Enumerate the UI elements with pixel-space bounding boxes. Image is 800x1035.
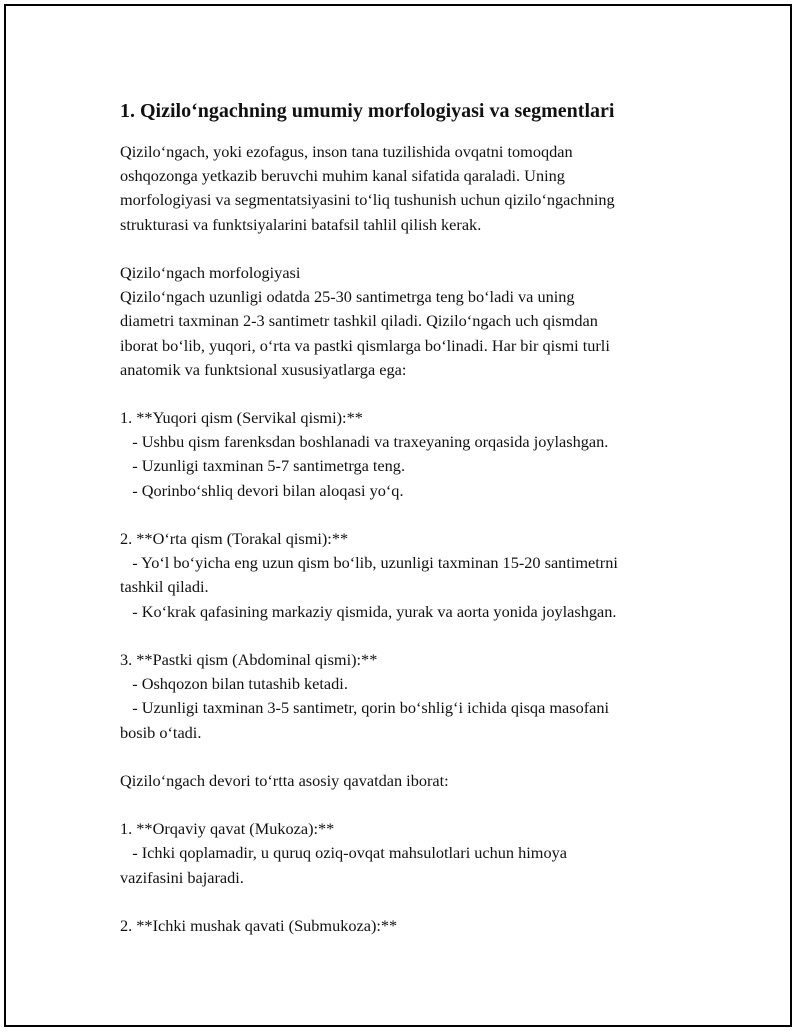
list-item: 2. **Ichki mushak qavati (Submukoza):** [120,916,398,935]
section-heading: 1. Qizilo‘ngachning umumiy morfologiyasi va segmentlari [120,100,615,122]
list-item: 1. **Orqaviy qavat (Mukoza):** [120,819,335,839]
text-lines [120,140,710,938]
blank-line [120,745,710,769]
blank-line [120,624,710,648]
list-item: 2. **O‘rta qism (Torakal qismi):** [120,529,349,548]
list-item: 3. **Pastki qism (Abdominal qismi):** [120,649,378,669]
document-body [120,96,710,938]
text-line: Qizilo‘ngach morfologiyasi [120,262,301,282]
text-line: iborat bo‘lib, yuqori, o‘rta va pastki qismlarga bo‘linadi. Har bir qismi turli [120,335,610,355]
list-subitem: - Ko‘krak qafasining markaziy qismida, yurak va aorta yonida joylashgan. [120,601,617,621]
text-line: vazifasini bajaradi. [120,867,244,887]
text-line: diametri taxminan 2-3 santimetr tashkil qiladi. Qizilo‘ngach uch qismdan [120,311,598,331]
list-subitem: - Oshqozon bilan tutashib ketadi. [120,674,348,694]
document-page [4,4,792,1027]
text-line: bosib o‘tadi. [120,722,202,742]
list-subitem: - Ushbu qism farenksdan boshlanadi va traxeyaning orqasida joylashgan. [120,432,609,452]
list-subitem: - Yo‘l bo‘yicha eng uzun qism bo‘lib, uzunligi taxminan 15-20 santimetrni [120,553,618,573]
text-line: anatomik va funktsional xususiyatlarga ega: [120,359,407,379]
text-line: Qizilo‘ngach uzunligi odatda 25-30 santimetrga teng bo‘ladi va uning [120,287,575,307]
text-line: strukturasi va funktsiyalarini batafsil tahlil qilish kerak. [120,214,482,234]
blank-line [120,793,710,817]
text-line: Qizilo‘ngach, yoki ezofagus, inson tana tuzilishida ovqatni tomoqdan [120,142,573,161]
list-item: 1. **Yuqori qism (Servikal qismi):** [120,408,363,428]
text-line: morfologiyasi va segmentatsiyasini to‘liq tushunish uchun qizilo‘ngachning [120,190,615,210]
list-subitem: - Uzunligi taxminan 5-7 santimetrga teng. [120,456,406,476]
list-subitem: - Ichki qoplamadir, u quruq oziq-ovqat mahsulotlari uchun himoya [120,843,567,863]
text-line: Qizilo‘ngach devori to‘rtta asosiy qavatdan iborat: [120,770,449,790]
blank-line [120,237,710,261]
blank-line [120,890,710,914]
blank-line [120,382,710,406]
list-subitem: - Uzunligi taxminan 3-5 santimetr, qorin bo‘shlig‘i ichida qisqa masofani [120,698,610,718]
text-line: tashkil qiladi. [120,577,209,597]
list-subitem: - Qorinbo‘shliq devori bilan aloqasi yo‘q. [120,480,404,500]
text-line: oshqozonga yetkazib beruvchi muhim kanal sifatida qaraladi. Uning [120,166,565,186]
blank-line [120,503,710,527]
